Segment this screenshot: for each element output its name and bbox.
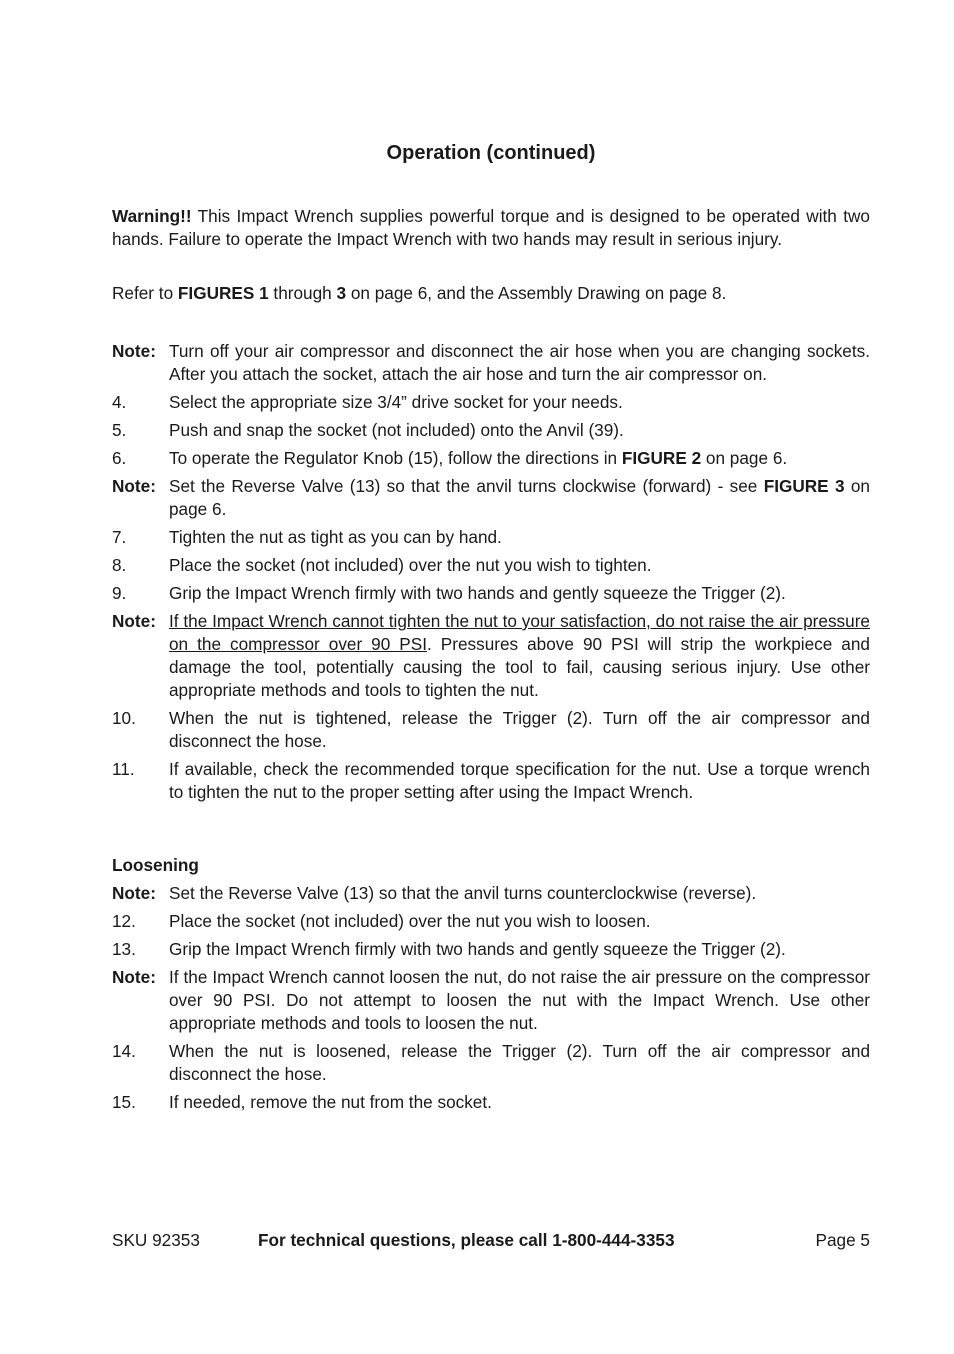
footer-page-number: Page 5 (815, 1230, 870, 1250)
note-text: If the Impact Wrench cannot loosen the nut, do not raise the air pressure on the compressor over 90 PSI. Do not attempt to loosen the nut with the Impact Wrench. Use other appropriate methods and tools to loosen the nut. (169, 967, 870, 1033)
note-text (169, 475, 870, 521)
section-heading-loosening: Loosening (112, 855, 199, 875)
step-number: 10. (112, 708, 136, 728)
step-item (112, 910, 870, 933)
step-text: Select the appropriate size 3/4” drive socket for your needs. (169, 392, 623, 412)
step-item (112, 707, 870, 753)
tightening-steps (112, 340, 870, 809)
step-item (112, 1040, 870, 1086)
warning-paragraph (112, 205, 870, 251)
step-text-part: on page 6. (701, 448, 788, 468)
step-item (112, 1091, 870, 1114)
note-item (112, 610, 870, 702)
step-number: 8. (112, 555, 127, 575)
refer-text: Refer to (112, 283, 178, 303)
note-label: Note: (112, 341, 156, 361)
step-item (112, 419, 870, 442)
note-text: Set the Reverse Valve (13) so that the anvil turns counterclockwise (reverse). (169, 883, 757, 903)
step-number: 13. (112, 939, 136, 959)
step-number: 4. (112, 392, 127, 412)
step-text: When the nut is loosened, release the Trigger (2). Turn off the air compressor and disconnect the hose. (169, 1041, 870, 1084)
footer-tech-support: For technical questions, please call 1-800-444-3353 (258, 1230, 675, 1250)
refer-figures-ref: FIGURES 1 (177, 283, 269, 303)
step-number: 14. (112, 1041, 136, 1061)
note-item (112, 966, 870, 1035)
note-item (112, 882, 870, 905)
step-text: If needed, remove the nut from the socket. (169, 1092, 492, 1112)
step-item (112, 582, 870, 605)
page-title: Operation (continued) (386, 142, 596, 164)
note-label: Note: (112, 883, 156, 903)
note-text-part: . Pressures above 90 PSI will strip the workpiece and damage the tool, potentially causing the tool to fail, causing serious injury. Use other appropriate methods and tools to tighten the nut. (169, 634, 870, 700)
loosening-section (112, 854, 870, 1119)
step-number: 15. (112, 1092, 136, 1112)
step-text: Place the socket (not included) over the nut you wish to tighten. (169, 555, 652, 575)
step-item (112, 938, 870, 961)
step-number: 12. (112, 911, 136, 931)
figure-ref: FIGURE 3 (763, 476, 845, 496)
refer-paragraph (112, 282, 870, 305)
note-text-part: Set the Reverse Valve (13) so that the anvil turns clockwise (forward) - see (169, 476, 764, 496)
footer-sku: SKU 92353 (112, 1230, 200, 1250)
note-text (169, 610, 870, 702)
step-text: Place the socket (not included) over the nut you wish to loosen. (169, 911, 651, 931)
step-number: 11. (112, 759, 135, 779)
step-number: 5. (112, 420, 127, 440)
step-text: When the nut is tightened, release the Trigger (2). Turn off the air compressor and disconnect the hose. (169, 708, 870, 751)
step-text: If available, check the recommended torque specification for the nut. Use a torque wrench to tighten the nut to the proper setting after using the Impact Wrench. (169, 759, 870, 802)
refer-figure-3-ref: 3 (336, 283, 347, 303)
step-text: Push and snap the socket (not included) onto the Anvil (39). (169, 420, 624, 440)
refer-text: on page 6, and the Assembly Drawing on page 8. (346, 283, 727, 303)
note-item (112, 475, 870, 521)
note-underlined-warning: If the Impact Wrench cannot tighten the nut to your satisfaction, do not raise the air pressure on the compressor over 90 PSI (169, 611, 870, 654)
step-item (112, 758, 870, 804)
note-label: Note: (112, 611, 156, 631)
warning-text: This Impact Wrench supplies powerful torque and is designed to be operated with two hands. Failure to operate the Impact Wrench with two hands may result in serious injury. (112, 206, 870, 249)
note-text: Turn off your air compressor and disconnect the air hose when you are changing sockets. After you attach the socket, attach the air hose and turn the air compressor on. (169, 341, 870, 384)
step-item (112, 447, 870, 470)
step-item (112, 526, 870, 549)
step-text: Tighten the nut as tight as you can by hand. (169, 527, 502, 547)
refer-text: through (268, 283, 337, 303)
step-text (169, 447, 870, 470)
note-item (112, 340, 870, 386)
note-text-part: on page 6. (169, 476, 870, 519)
step-item (112, 554, 870, 577)
step-text: Grip the Impact Wrench firmly with two hands and gently squeeze the Trigger (2). (169, 939, 786, 959)
figure-ref: FIGURE 2 (621, 448, 702, 468)
step-number: 7. (112, 527, 127, 547)
step-text: Grip the Impact Wrench firmly with two hands and gently squeeze the Trigger (2). (169, 583, 786, 603)
step-text-part: To operate the Regulator Knob (15), follow the directions in (169, 448, 622, 468)
note-label: Note: (112, 967, 156, 987)
note-label: Note: (112, 476, 156, 496)
step-item (112, 391, 870, 414)
step-number: 9. (112, 583, 127, 603)
warning-lead: Warning!! (112, 206, 192, 226)
step-number: 6. (112, 448, 127, 468)
